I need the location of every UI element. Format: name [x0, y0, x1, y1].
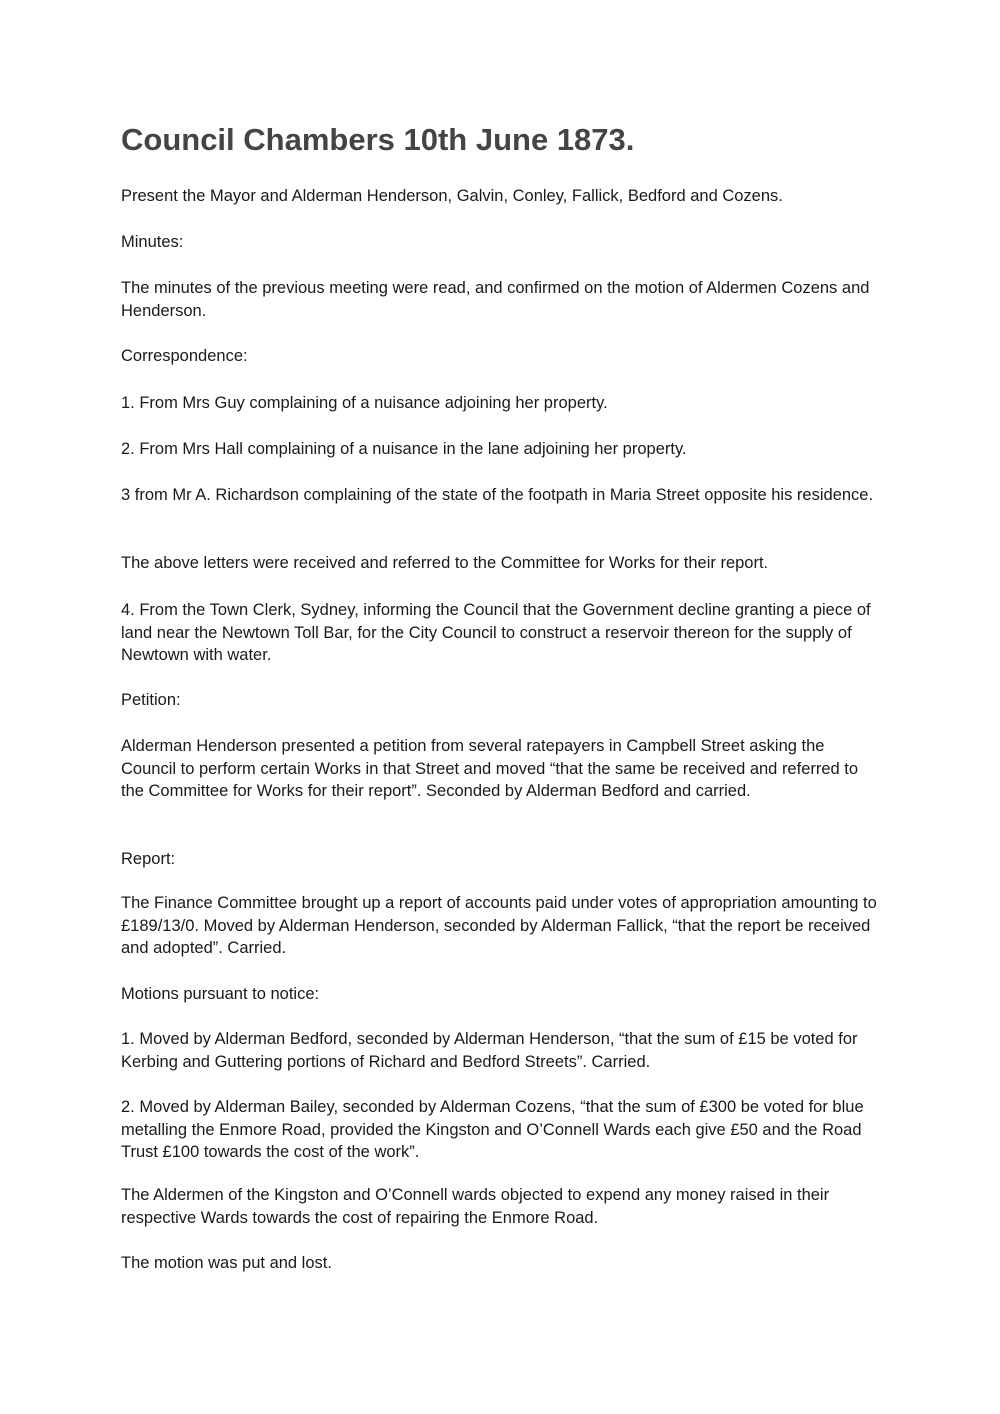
attendance-paragraph: Present the Mayor and Alderman Henderson, Galvin, Conley, Fallick, Bedford and Cozens. — [121, 187, 783, 205]
correspondence-item-3: 3 from Mr A. Richardson complaining of the state of the footpath in Maria Street opposite his residence. — [121, 486, 874, 504]
letters-referred-paragraph: The above letters were received and referred to the Committee for Works for their report. — [121, 554, 769, 572]
correspondence-item-1: 1. From Mrs Guy complaining of a nuisance adjoining her property. — [121, 394, 608, 412]
motion-result-paragraph: The motion was put and lost. — [121, 1254, 332, 1272]
report-heading: Report: — [121, 850, 176, 868]
correspondence-item-2: 2. From Mrs Hall complaining of a nuisance in the lane adjoining her property. — [121, 440, 687, 458]
report-paragraph: The Finance Committee brought up a report of accounts paid under votes of appropriation amounting to £189/13/0. Moved by Alderman Henderson, seconded by Alderman Fallick, “that the report be received and adopted”. Carried. — [121, 894, 877, 957]
minutes-paragraph: The minutes of the previous meeting were read, and confirmed on the motion of Aldermen Cozens and Henderson. — [121, 279, 870, 320]
petition-paragraph: Alderman Henderson presented a petition from several ratepayers in Campbell Street asking the Council to perform certain Works in that Street and moved “that the same be received and referred to the Committee for Works for their report”. Seconded by Alderman Bedford and carried. — [121, 737, 859, 800]
minutes-heading: Minutes: — [121, 233, 184, 251]
motion-item-2: 2. Moved by Alderman Bailey, seconded by Alderman Cozens, “that the sum of £300 be voted for blue metalling the Enmore Road, provided the Kingston and O’Connell Wards each give £50 and the Road Trust £100 towards the cost of the work”. — [121, 1098, 864, 1161]
objection-paragraph: The Aldermen of the Kingston and O’Connell wards objected to expend any money raised in their respective Wards towards the cost of repairing the Enmore Road. — [121, 1186, 830, 1227]
correspondence-heading: Correspondence: — [121, 347, 248, 365]
document-title: Council Chambers 10th June 1873. — [121, 122, 635, 157]
motions-heading: Motions pursuant to notice: — [121, 985, 320, 1003]
petition-heading: Petition: — [121, 691, 181, 709]
motion-item-1: 1. Moved by Alderman Bedford, seconded by Alderman Henderson, “that the sum of £15 be voted for Kerbing and Guttering portions of Richard and Bedford Streets”. Carried. — [121, 1030, 858, 1071]
correspondence-item-4: 4. From the Town Clerk, Sydney, informing the Council that the Government decline granting a piece of land near the Newtown Toll Bar, for the City Council to construct a reservoir thereon for the supply of Newtown with water. — [121, 601, 871, 664]
